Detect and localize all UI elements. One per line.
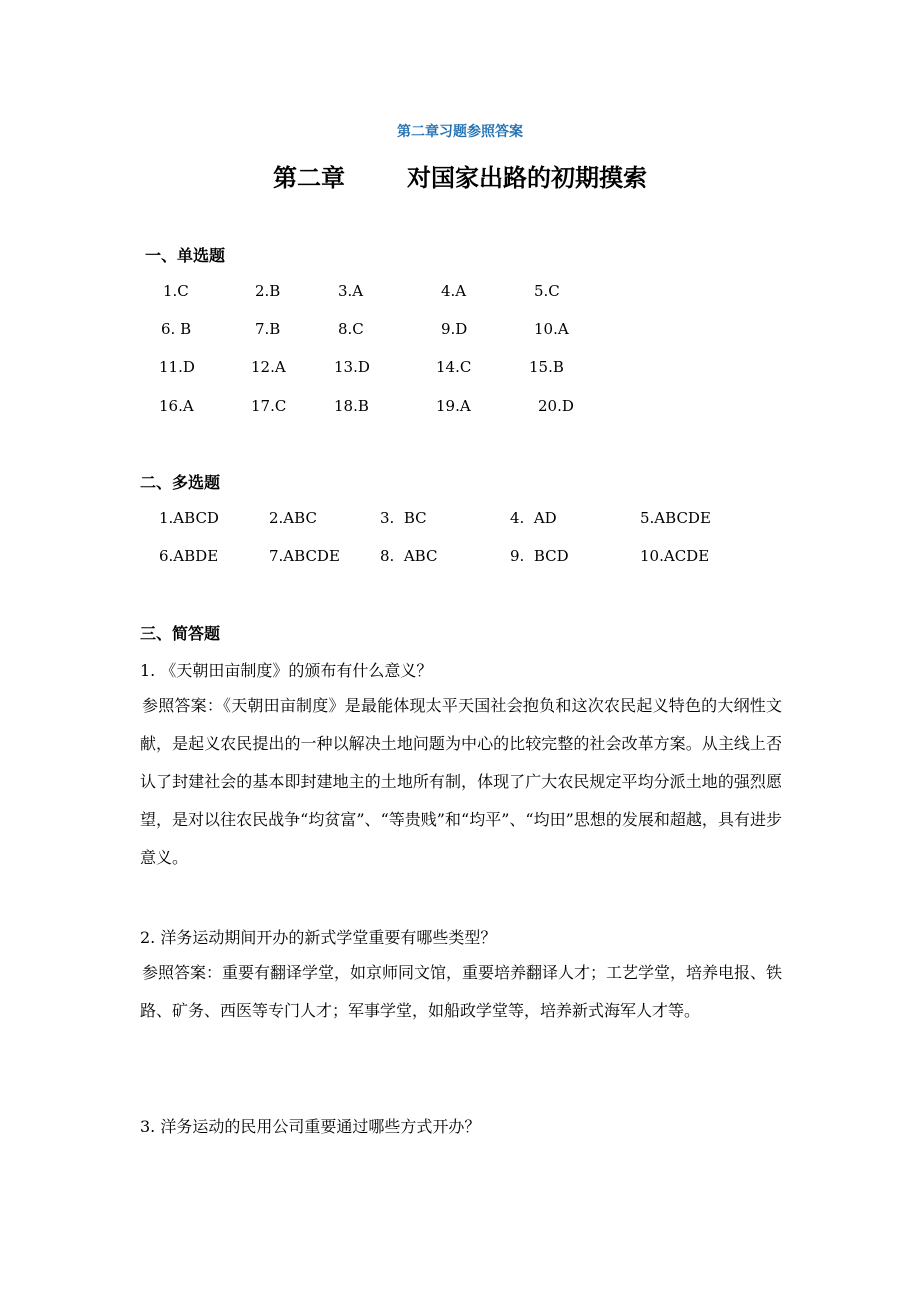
question-2: 2. 洋务运动期间开办的新式学堂重要有哪些类型？ — [140, 928, 497, 947]
single-answer: 7.B — [255, 320, 281, 338]
single-answer: 1.C — [163, 282, 189, 300]
question-1: 1. 《天朝田亩制度》的颁布有什么意义？ — [140, 661, 433, 680]
single-answer: 2.B — [255, 282, 281, 300]
single-answer: 6. B — [161, 320, 192, 338]
single-answer: 20.D — [538, 397, 574, 415]
single-answer: 18.B — [334, 397, 369, 415]
single-answer: 4.A — [441, 282, 467, 300]
single-answer: 14.C — [436, 358, 472, 376]
single-choice-heading: 一、单选题 — [145, 246, 226, 265]
multi-answer: 6.ABDE — [159, 547, 219, 565]
single-answer: 9.D — [441, 320, 468, 338]
multi-choice-heading: 二、多选题 — [140, 473, 221, 492]
answer-2: 参照答案：重要有翻译学堂，如京师同文馆，重要培养翻译人才；工艺学堂，培养电报、铁路、矿务、西医等专门人才；军事学堂，如船政学堂等，培养新式海军人才等。 — [140, 963, 783, 1020]
multi-answer: 1.ABCD — [159, 509, 219, 527]
short-answer-heading: 三、简答题 — [140, 624, 221, 643]
single-answer: 5.C — [534, 282, 560, 300]
multi-answer: 8. ABC — [380, 547, 438, 565]
single-answer: 10.A — [534, 320, 569, 338]
multi-answer: 3. BC — [380, 509, 427, 527]
multi-answer: 10.ACDE — [640, 547, 710, 565]
multi-answer: 9. BCD — [510, 547, 569, 565]
single-answer: 11.D — [159, 358, 195, 376]
single-answer: 8.C — [338, 320, 364, 338]
single-answer: 19.A — [436, 397, 471, 415]
chapter-heading — [0, 158, 920, 193]
single-answer: 3.A — [338, 282, 364, 300]
single-answer: 12.A — [251, 358, 286, 376]
chapter-label: 第二章 — [273, 164, 345, 192]
single-answer: 15.B — [529, 358, 564, 376]
chapter-title: 对国家出路的初期摸索 — [407, 164, 647, 192]
multi-answer: 7.ABCDE — [269, 547, 340, 565]
question-3: 3. 洋务运动的民用公司重要通过哪些方式开办？ — [140, 1117, 481, 1136]
document-top-title: 第二章习题参照答案 — [397, 124, 523, 140]
multi-answer: 2.ABC — [269, 509, 317, 527]
single-answer: 17.C — [251, 397, 287, 415]
single-answer: 16.A — [159, 397, 194, 415]
answer-1: 参照答案：《天朝田亩制度》是最能体现太平天国社会抱负和这次农民起义特色的大纲性文献，是起义农民提出的一种以解决土地问题为中心的比较完整的社会改革方案。从主线上否认了封建社会的基本即封建地主的土地所有制，体现了广大农民规定平均分派土地的强烈愿望，是对以往农民战争“均贫富”、“等贵贱”和“均平”、“均田”思想的发展和超越，具有进步意义。 — [140, 696, 782, 867]
multi-answer: 4. AD — [510, 509, 557, 527]
single-answer: 13.D — [334, 358, 370, 376]
multi-answer: 5.ABCDE — [640, 509, 711, 527]
